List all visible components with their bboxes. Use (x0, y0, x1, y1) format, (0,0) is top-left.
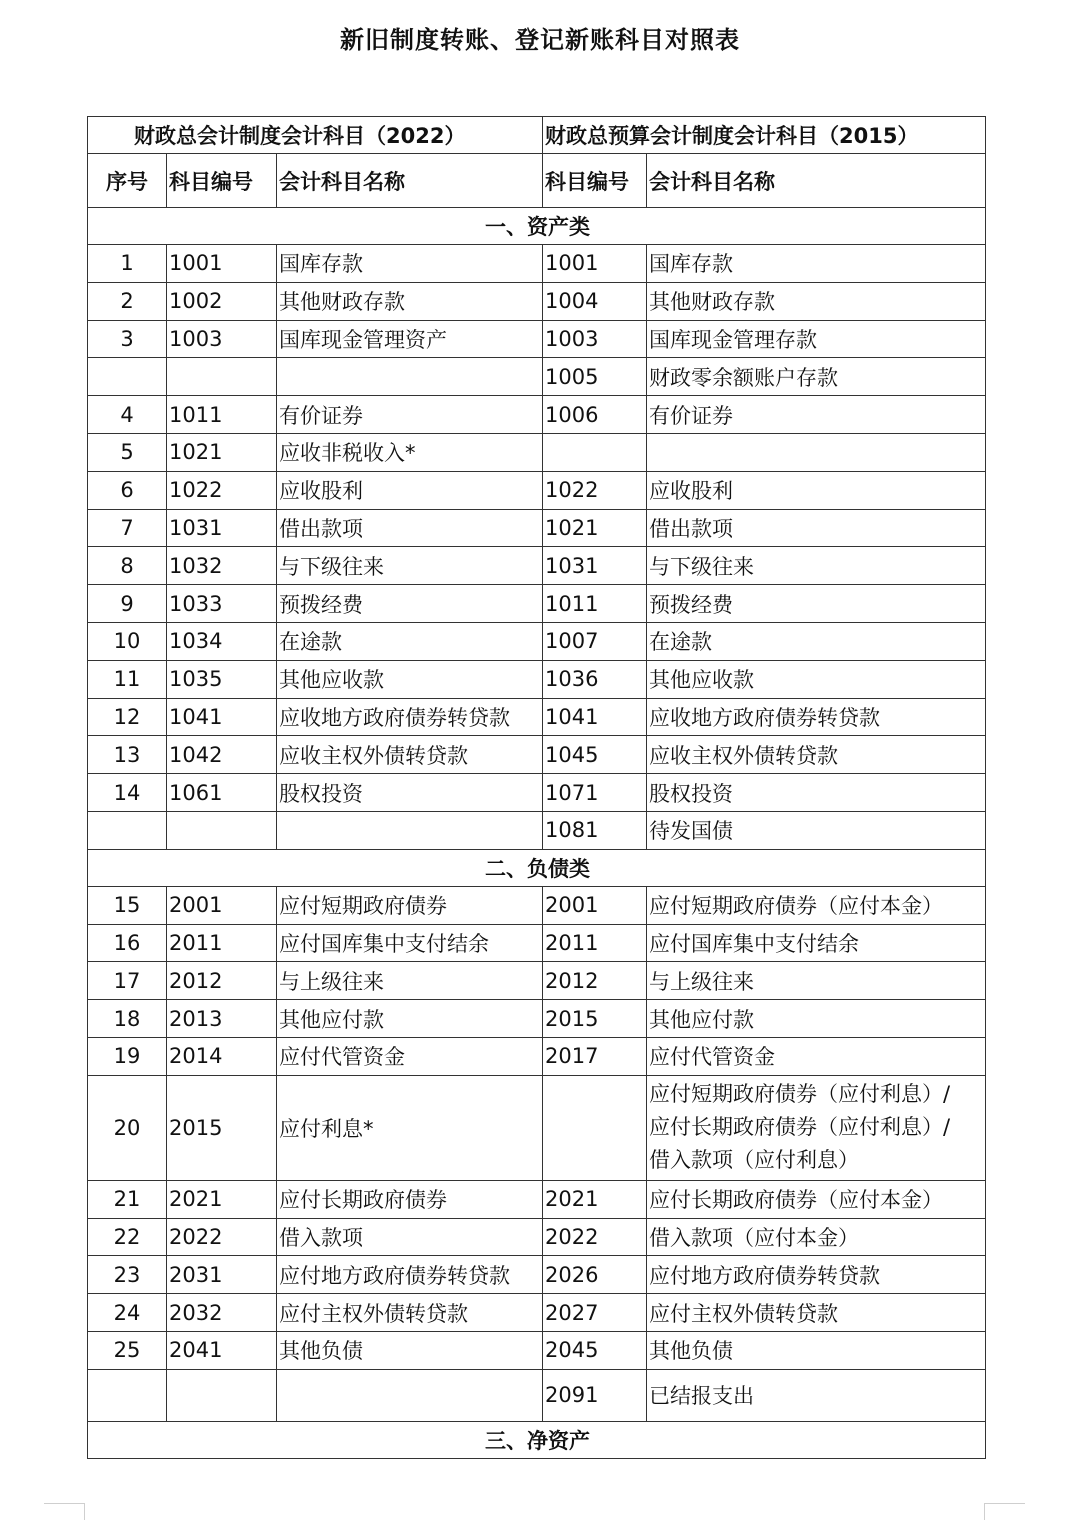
row-new-code: 1061 (167, 774, 277, 812)
page-corner-mark-left (44, 1503, 85, 1520)
row-old-name (647, 1075, 986, 1180)
section-row (88, 208, 986, 245)
row-new-code (167, 358, 277, 396)
row-new-name (277, 358, 543, 396)
row-seq: 24 (88, 1294, 167, 1332)
row-old-name: 财政零余额账户存款 (647, 358, 986, 396)
row-old-name: 应收主权外债转贷款 (647, 736, 986, 774)
table-row (88, 509, 986, 547)
section-row (88, 1421, 986, 1458)
row-old-code: 2011 (543, 924, 647, 962)
row-new-code: 2001 (167, 886, 277, 924)
row-seq: 19 (88, 1037, 167, 1075)
row-old-code: 1003 (543, 320, 647, 358)
row-new-name: 应付国库集中支付结余 (277, 924, 543, 962)
row-seq: 4 (88, 396, 167, 434)
row-seq: 23 (88, 1256, 167, 1294)
row-old-code: 2017 (543, 1037, 647, 1075)
row-old-code (543, 433, 647, 471)
row-new-name: 有价证券 (277, 396, 543, 434)
column-header-row (88, 154, 986, 208)
row-old-name: 应付主权外债转贷款 (647, 1294, 986, 1332)
row-seq: 22 (88, 1218, 167, 1256)
column-header-new-name: 会计科目名称 (277, 154, 543, 208)
row-old-name: 有价证券 (647, 396, 986, 434)
table-row (88, 245, 986, 283)
row-new-name (277, 811, 543, 849)
row-new-name: 其他负债 (277, 1331, 543, 1369)
table-row (88, 358, 986, 396)
column-header-seq: 序号 (88, 154, 167, 208)
row-new-name: 应付地方政府债券转贷款 (277, 1256, 543, 1294)
row-old-code: 1045 (543, 736, 647, 774)
row-old-code: 1004 (543, 282, 647, 320)
row-new-code (167, 1369, 277, 1421)
row-old-code: 2012 (543, 962, 647, 1000)
row-new-code (167, 811, 277, 849)
table-row (88, 1369, 986, 1421)
row-old-name: 其他负债 (647, 1331, 986, 1369)
row-old-code: 2026 (543, 1256, 647, 1294)
table-row (88, 1037, 986, 1075)
row-new-code: 2011 (167, 924, 277, 962)
row-new-code: 2013 (167, 1000, 277, 1038)
row-new-name: 应付利息* (277, 1075, 543, 1180)
row-old-name: 应付短期政府债券（应付本金） (647, 886, 986, 924)
row-seq: 2 (88, 282, 167, 320)
row-seq: 18 (88, 1000, 167, 1038)
row-new-name: 与上级往来 (277, 962, 543, 1000)
row-seq (88, 1369, 167, 1421)
row-new-name: 应付主权外债转贷款 (277, 1294, 543, 1332)
table-row (88, 962, 986, 1000)
row-old-code: 2022 (543, 1218, 647, 1256)
table-row (88, 1294, 986, 1332)
table-row (88, 660, 986, 698)
row-old-name: 其他应付款 (647, 1000, 986, 1038)
row-new-code: 1035 (167, 660, 277, 698)
section-title: 一、资产类 (88, 208, 986, 245)
row-old-code: 1021 (543, 509, 647, 547)
row-seq: 9 (88, 585, 167, 623)
table-row (88, 547, 986, 585)
row-new-name: 预拨经费 (277, 585, 543, 623)
row-seq: 5 (88, 433, 167, 471)
row-new-name: 借出款项 (277, 509, 543, 547)
table-row (88, 471, 986, 509)
row-new-code: 1001 (167, 245, 277, 283)
page-corner-mark-right (984, 1503, 1025, 1520)
group-header-old-system: 财政总预算会计制度会计科目（2015） (543, 117, 986, 154)
row-new-code: 1034 (167, 622, 277, 660)
row-old-name: 应收地方政府债券转贷款 (647, 698, 986, 736)
table-row (88, 320, 986, 358)
section-row (88, 849, 986, 886)
row-old-name: 与上级往来 (647, 962, 986, 1000)
row-seq: 13 (88, 736, 167, 774)
row-old-name: 应收股利 (647, 471, 986, 509)
table-row (88, 433, 986, 471)
row-new-code: 2021 (167, 1180, 277, 1218)
row-new-name: 其他财政存款 (277, 282, 543, 320)
section-title: 三、净资产 (88, 1421, 986, 1458)
row-old-code: 1036 (543, 660, 647, 698)
row-old-name: 应付国库集中支付结余 (647, 924, 986, 962)
row-old-code: 1022 (543, 471, 647, 509)
row-old-name: 在途款 (647, 622, 986, 660)
row-old-code: 2021 (543, 1180, 647, 1218)
row-new-code: 2022 (167, 1218, 277, 1256)
row-seq: 7 (88, 509, 167, 547)
row-old-code: 1041 (543, 698, 647, 736)
row-new-code: 2012 (167, 962, 277, 1000)
account-comparison-table (87, 116, 986, 1459)
table-row (88, 924, 986, 962)
row-seq: 12 (88, 698, 167, 736)
row-old-name: 国库存款 (647, 245, 986, 283)
row-seq: 20 (88, 1075, 167, 1180)
row-new-code: 2032 (167, 1294, 277, 1332)
row-old-name: 国库现金管理存款 (647, 320, 986, 358)
row-old-name: 待发国债 (647, 811, 986, 849)
row-old-name: 其他财政存款 (647, 282, 986, 320)
row-seq: 15 (88, 886, 167, 924)
row-new-name: 应收非税收入* (277, 433, 543, 471)
row-new-code: 2015 (167, 1075, 277, 1180)
row-old-name: 与下级往来 (647, 547, 986, 585)
table-row (88, 622, 986, 660)
row-new-code: 2031 (167, 1256, 277, 1294)
row-old-code: 1011 (543, 585, 647, 623)
table-row (88, 774, 986, 812)
table-row (88, 1075, 986, 1180)
table-row (88, 1000, 986, 1038)
row-old-name-line: 借入款项（应付利息） (649, 1148, 860, 1173)
row-new-code: 2041 (167, 1331, 277, 1369)
row-seq (88, 358, 167, 396)
row-new-name: 国库现金管理资产 (277, 320, 543, 358)
row-new-code: 1002 (167, 282, 277, 320)
row-new-name: 其他应付款 (277, 1000, 543, 1038)
row-old-name: 借出款项 (647, 509, 986, 547)
row-old-code: 1031 (543, 547, 647, 585)
table-row (88, 396, 986, 434)
row-new-name: 股权投资 (277, 774, 543, 812)
row-seq: 21 (88, 1180, 167, 1218)
row-seq: 8 (88, 547, 167, 585)
row-new-code: 1003 (167, 320, 277, 358)
table-row (88, 585, 986, 623)
row-new-name: 应收主权外债转贷款 (277, 736, 543, 774)
row-new-name: 在途款 (277, 622, 543, 660)
row-old-name-line: 应付短期政府债券（应付利息）/ (649, 1082, 951, 1107)
column-header-new-code: 科目编号 (167, 154, 277, 208)
row-old-name: 应付长期政府债券（应付本金） (647, 1180, 986, 1218)
row-old-name: 应付代管资金 (647, 1037, 986, 1075)
row-new-code: 1022 (167, 471, 277, 509)
row-old-code: 1005 (543, 358, 647, 396)
row-seq: 25 (88, 1331, 167, 1369)
row-new-name: 应付长期政府债券 (277, 1180, 543, 1218)
row-new-name (277, 1369, 543, 1421)
row-old-code: 2015 (543, 1000, 647, 1038)
row-new-code: 2014 (167, 1037, 277, 1075)
row-old-name: 借入款项（应付本金） (647, 1218, 986, 1256)
row-seq: 11 (88, 660, 167, 698)
table-row (88, 811, 986, 849)
row-new-name: 应付短期政府债券 (277, 886, 543, 924)
row-old-code: 2001 (543, 886, 647, 924)
row-new-code: 1042 (167, 736, 277, 774)
row-new-code: 1011 (167, 396, 277, 434)
column-header-old-code: 科目编号 (543, 154, 647, 208)
group-header-row (88, 117, 986, 154)
row-old-name: 股权投资 (647, 774, 986, 812)
group-header-new-system: 财政总会计制度会计科目（2022） (88, 117, 543, 154)
row-old-name: 已结报支出 (647, 1369, 986, 1421)
row-seq: 10 (88, 622, 167, 660)
row-new-code: 1033 (167, 585, 277, 623)
row-old-name-line: 应付长期政府债券（应付利息）/ (649, 1115, 951, 1140)
section-title: 二、负债类 (88, 849, 986, 886)
row-seq: 17 (88, 962, 167, 1000)
row-old-code: 1001 (543, 245, 647, 283)
row-old-code: 1081 (543, 811, 647, 849)
row-old-code: 1071 (543, 774, 647, 812)
row-new-code: 1031 (167, 509, 277, 547)
table-row (88, 886, 986, 924)
row-seq: 6 (88, 471, 167, 509)
row-old-code: 1007 (543, 622, 647, 660)
page-title: 新旧制度转账、登记新账科目对照表 (340, 26, 740, 54)
row-seq: 3 (88, 320, 167, 358)
table-row (88, 1331, 986, 1369)
row-new-name: 国库存款 (277, 245, 543, 283)
row-old-code (543, 1075, 647, 1180)
row-seq: 14 (88, 774, 167, 812)
row-old-name (647, 433, 986, 471)
row-old-code: 2091 (543, 1369, 647, 1421)
row-new-code: 1032 (167, 547, 277, 585)
row-new-name: 与下级往来 (277, 547, 543, 585)
row-new-code: 1021 (167, 433, 277, 471)
row-old-code: 2045 (543, 1331, 647, 1369)
row-new-name: 应付代管资金 (277, 1037, 543, 1075)
row-old-name: 预拨经费 (647, 585, 986, 623)
table-row (88, 1180, 986, 1218)
table-row (88, 698, 986, 736)
row-new-name: 应收股利 (277, 471, 543, 509)
row-new-code: 1041 (167, 698, 277, 736)
column-header-old-name: 会计科目名称 (647, 154, 986, 208)
row-new-name: 其他应收款 (277, 660, 543, 698)
table-row (88, 736, 986, 774)
row-old-code: 1006 (543, 396, 647, 434)
table-row (88, 1218, 986, 1256)
row-new-name: 应收地方政府债券转贷款 (277, 698, 543, 736)
row-old-name: 其他应收款 (647, 660, 986, 698)
table-row (88, 1256, 986, 1294)
row-new-name: 借入款项 (277, 1218, 543, 1256)
table-row (88, 282, 986, 320)
row-old-name: 应付地方政府债券转贷款 (647, 1256, 986, 1294)
row-old-code: 2027 (543, 1294, 647, 1332)
row-seq (88, 811, 167, 849)
row-seq: 1 (88, 245, 167, 283)
row-seq: 16 (88, 924, 167, 962)
